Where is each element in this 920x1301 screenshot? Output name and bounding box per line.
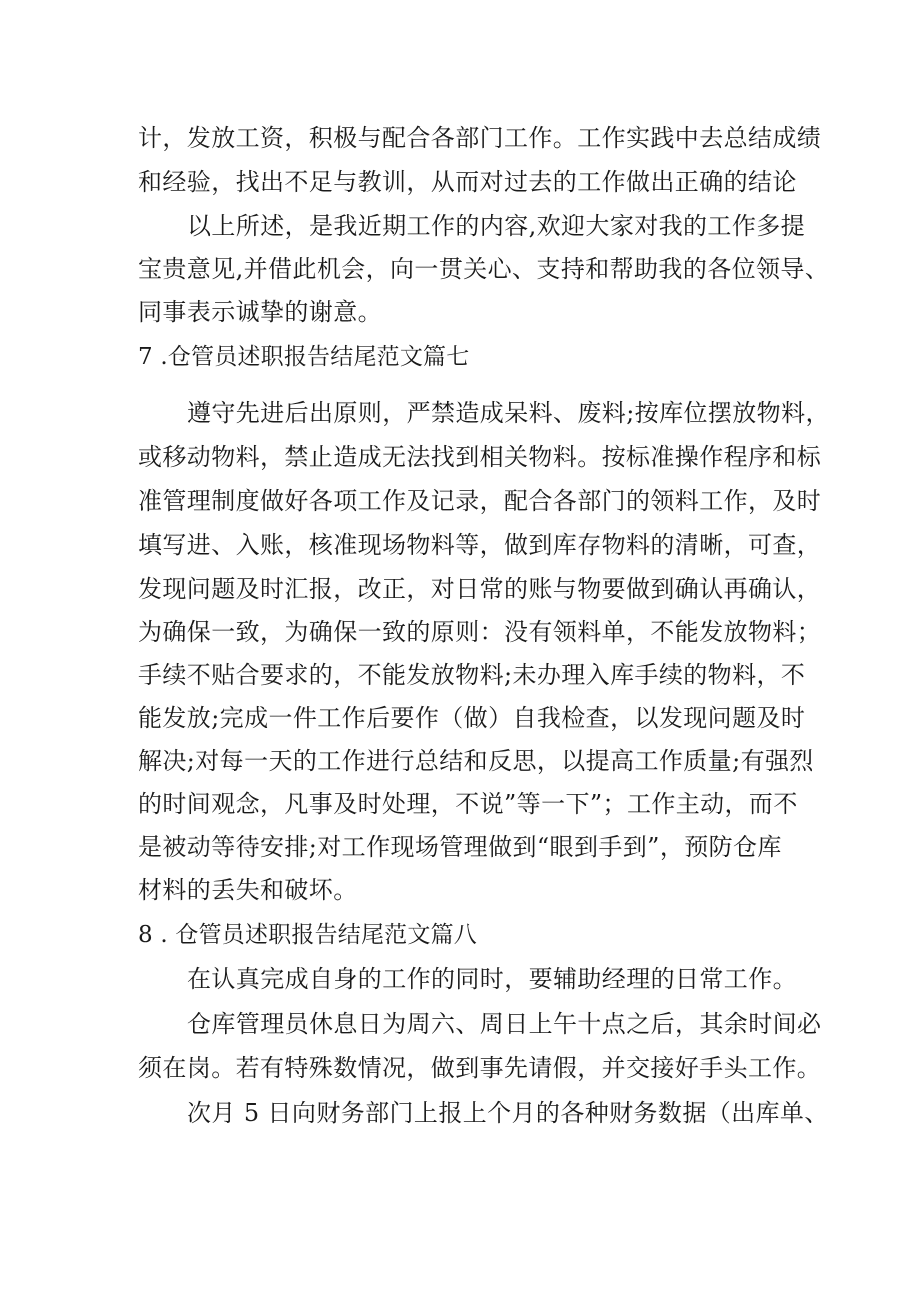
paragraph-line: 次月 5 日向财务部门上报上个月的各种财务数据（出库单、 — [187, 1099, 829, 1127]
paragraph-line: 在认真完成自身的工作的同时，要辅助经理的日常工作。 — [187, 965, 797, 993]
paragraph-line: 准管理制度做好各项工作及记录，配合各部门的领料工作，及时 — [138, 487, 822, 515]
paragraph-line: 是被动等待安排;对工作现场管理做到“眼到手到”，预防仓库 — [138, 833, 782, 861]
section-heading: 7 .仓管员述职报告结尾范文篇七 — [138, 344, 470, 370]
paragraph-line: 材料的丢失和破坏。 — [138, 876, 358, 904]
paragraph-line: 手续不贴合要求的，不能发放物料;未办理入库手续的物料，不 — [138, 661, 806, 689]
paragraph-line: 或移动物料，禁止造成无法找到相关物料。按标准操作程序和标 — [138, 443, 822, 471]
paragraph-line: 发现问题及时汇报，改正，对日常的账与物要做到确认再确认， — [138, 575, 822, 603]
paragraph-line: 为确保一致，为确保一致的原则：没有领料单，不能发放物料； — [138, 618, 822, 646]
paragraph-line: 宝贵意见,并借此机会，向一贯关心、支持和帮助我的各位领导、 — [138, 255, 830, 283]
paragraph-line: 同事表示诚挚的谢意。 — [138, 298, 382, 326]
paragraph-line: 能发放;完成一件工作后要作（做）自我检查，以发现问题及时 — [138, 704, 806, 732]
paragraph-line: 的时间观念，凡事及时处理，不说”等一下”；工作主动，而不 — [138, 790, 798, 818]
paragraph-line: 仓库管理员休息日为周六、周日上午十点之后，其余时间必 — [187, 1010, 822, 1038]
paragraph-line: 计，发放工资，积极与配合各部门工作。工作实践中去总结成绩 — [138, 124, 822, 152]
paragraph-line: 以上所述，是我近期工作的内容,欢迎大家对我的工作多提 — [187, 212, 806, 240]
paragraph-line: 和经验，找出不足与教训，从而对过去的工作做出正确的结论 — [138, 168, 797, 196]
paragraph-line: 填写进、入账，核准现场物料等，做到库存物料的清晰，可查， — [138, 531, 822, 559]
paragraph-line: 须在岗。若有特殊数情况，做到事先请假，并交接好手头工作。 — [138, 1054, 822, 1082]
paragraph-line: 遵守先进后出原则，严禁造成呆料、废料;按库位摆放物料， — [187, 399, 830, 427]
paragraph-line: 解决;对每一天的工作进行总结和反思，以提高工作质量;有强烈 — [138, 747, 814, 775]
section-heading: 8 . 仓管员述职报告结尾范文篇八 — [138, 922, 477, 948]
